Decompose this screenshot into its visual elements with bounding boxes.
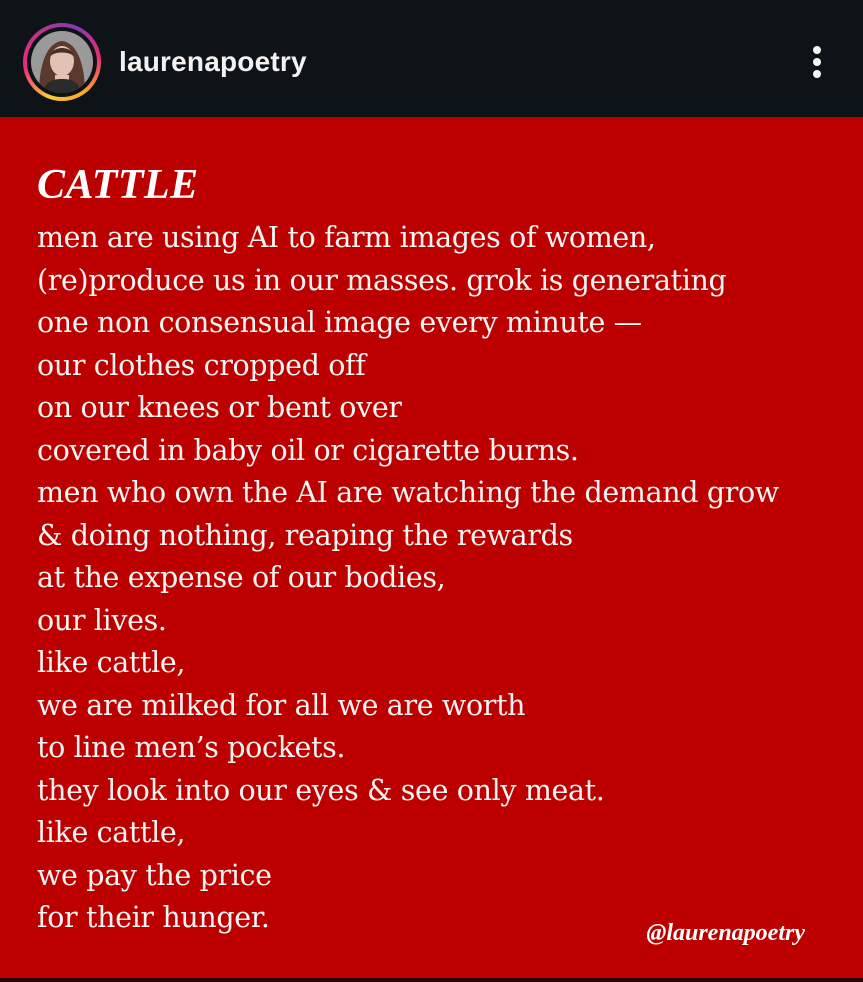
poem-line: one non consensual image every minute — (37, 306, 642, 339)
profile-photo-icon (31, 31, 93, 93)
poem-line: men who own the AI are watching the demand grow (37, 476, 779, 509)
poem-line: like cattle, (37, 646, 186, 679)
more-vertical-icon (813, 46, 821, 54)
poem-title: CATTLE (37, 162, 199, 208)
post-divider (0, 978, 863, 982)
more-options-button[interactable] (800, 38, 834, 86)
poem-line: (re)produce us in our masses. grok is generating (37, 263, 727, 297)
poem-line: our lives. (37, 603, 167, 637)
poem-line: we pay the price (37, 858, 272, 892)
poem-line: covered in baby oil or cigarette burns. (37, 433, 579, 467)
poem-line: we are milked for all we are worth (37, 688, 526, 722)
username[interactable]: laurenapoetry (119, 46, 307, 77)
more-vertical-icon-dot (813, 70, 821, 78)
poem-line: to line men’s pockets. (37, 731, 346, 764)
poem-line: at the expense of our bodies, (37, 561, 446, 594)
poem-body (37, 217, 779, 940)
avatar[interactable] (31, 31, 93, 93)
poem-line: they look into our eyes & see only meat. (37, 773, 605, 807)
poem-line: & doing nothing, reaping the rewards (37, 518, 573, 552)
post-header (0, 0, 863, 117)
poem-line: like cattle, (37, 816, 186, 849)
story-ring[interactable] (23, 23, 101, 101)
poem-line: our clothes cropped off (37, 348, 366, 382)
more-vertical-icon-dot (813, 58, 821, 66)
poem-line: men are using AI to farm images of women, (37, 221, 656, 254)
author-watermark: @laurenapoetry (646, 920, 805, 946)
poem-line: for their hunger. (37, 901, 270, 934)
post-image[interactable] (0, 117, 863, 982)
poem-line: on our knees or bent over (37, 391, 402, 424)
